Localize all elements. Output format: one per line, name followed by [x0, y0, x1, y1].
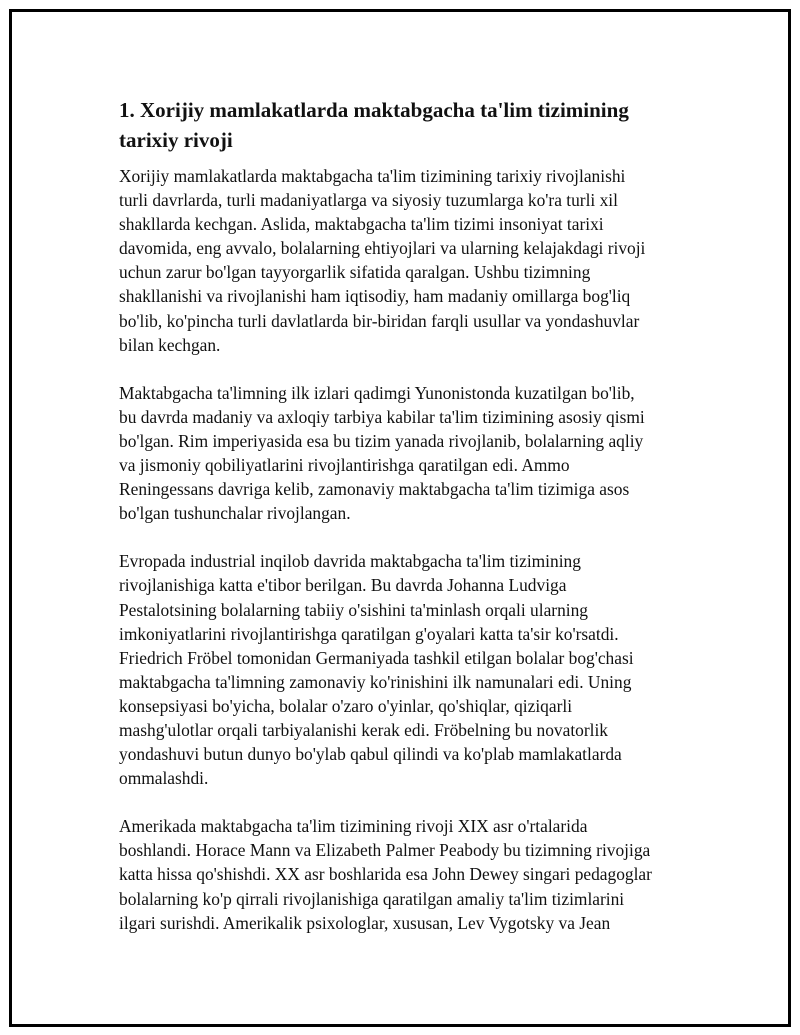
paragraph-1: Xorijiy mamlakatlarda maktabgacha ta'lim tizimining tarixiy rivojlanishi turli davrlarda, turli madaniyatlarga va siyosiy tuzumlarga ko'ra turli xil shakllarda kechgan. Aslida, maktabgacha ta'lim tizimi insoniyat tarixi davomida, eng avvalo, bolalarning ehtiyojlari va ularning kelajakdagi rivoji uchun zarur bo'lgan tayyorgarlik sifatida qaralgan. Ushbu tizimning shakllanishi va rivojlanishi ham iqtisodiy, ham madaniy omillarga bog'liq bo'lib, ko'pincha turli davlatlarda bir-biridan farqli usullar va yondashuvlar bilan kechgan.: [119, 166, 646, 355]
document-body: [119, 95, 699, 959]
section-heading: 1. Xorijiy mamlakatlarda maktabgacha ta'lim tizimining tarixiy rivoji: [119, 98, 629, 152]
paragraph-4: Amerikada maktabgacha ta'lim tizimining rivoji XIX asr o'rtalarida boshlandi. Horace Mann va Elizabeth Palmer Peabody bu tizimning rivojiga katta hissa qo'shishdi. XX asr boshlarida esa John Dewey singari pedagoglar bolalarning ko'p qirrali rivojlanishiga qaratilgan amaliy ta'lim tizimlarini ilgari surishdi. Amerikalik psixologlar, xususan, Lev Vygotsky va Jean: [119, 816, 652, 933]
paragraph-2: Maktabgacha ta'limning ilk izlari qadimgi Yunonistonda kuzatilgan bo'lib, bu davrda madaniy va axloqiy tarbiya kabilar ta'lim tizimining asosiy qismi bo'lgan. Rim imperiyasida esa bu tizim yanada rivojlanib, bolalarning aqliy va jismoniy qobiliyatlarini rivojlantirishga qaratilgan edi. Ammo Reningessans davriga kelib, zamonaviy maktabgacha ta'lim tizimiga asos bo'lgan tushunchalar rivojlangan.: [119, 382, 645, 524]
page-frame: [9, 9, 791, 1027]
paragraph-3: Evropada industrial inqilob davrida maktabgacha ta'lim tizimining rivojlanishiga katta e'tibor berilgan. Bu davrda Johanna Ludviga Pestalotsining bolalarning tabiiy o'sishini ta'minlash orqali ularning imkoniyatlarini rivojlantirishga qaratilgan g'oyalari katta ta'sir ko'rsatdi. Friedrich Fröbel tomonidan Germaniyada tashkil etilgan bolalar bog'chasi maktabgacha ta'limning zamonaviy ko'rinishini ilk namunalari edi. Uning konsepsiyasi bo'yicha, bolalar o'zaro o'yinlar, qo'shiqlar, qiziqarli mashg'ulotlar orqali tarbiyalanishi kerak edi. Fröbelning bu novatorlik yondashuvi butun dunyo bo'ylab qabul qilindi va ko'plab mamlakatlarda ommalashdi.: [119, 551, 634, 789]
